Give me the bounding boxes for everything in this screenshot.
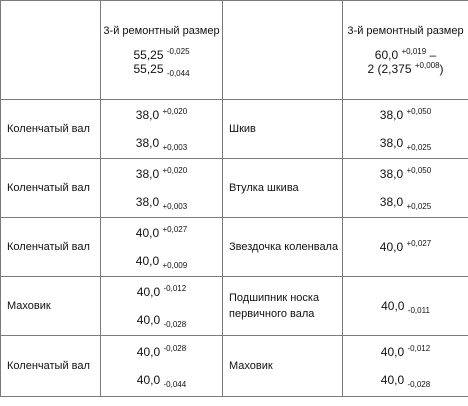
left-tolerance-cell <box>101 159 223 218</box>
right-tolerance-value: 40,0 $^{+0,027}$ <box>379 239 432 254</box>
right-tolerance-value: 40,0 $^{-0,012}$ <box>380 344 431 359</box>
left-tolerance-cell <box>101 336 223 397</box>
header-left-title: 3-й ремонтный размер <box>103 24 220 37</box>
right-part-name: Звездочка коленвала <box>223 218 343 277</box>
left-tolerance-value: 40,0 $_{-0,028}$ <box>136 313 187 329</box>
header-left-value-upper: 55,25 $^{-0,025}$ <box>133 46 190 62</box>
left-part-name: Маховик <box>1 277 101 336</box>
right-tolerance-value: 38,0 $^{+0,050}$ <box>379 107 432 122</box>
left-tolerance-value: 38,0 $^{+0,020}$ <box>135 107 188 122</box>
right-part-name: Втулка шкива <box>223 159 343 218</box>
left-part-name: Коленчатый вал <box>1 336 101 397</box>
header-empty-right <box>223 1 343 100</box>
right-tolerance-cell <box>343 159 468 218</box>
left-tolerance-value: 38,0 $^{+0,020}$ <box>135 166 188 181</box>
table-row <box>1 218 468 277</box>
table-row <box>1 336 468 397</box>
header-row <box>1 1 468 100</box>
left-tolerance-value: 40,0 $^{+0,027}$ <box>135 225 188 240</box>
right-tolerance-cell <box>343 100 468 159</box>
left-tolerance-value: 40,0 $^{-0,012}$ <box>136 284 187 299</box>
left-tolerance-value: 40,0 $_{-0,044}$ <box>136 373 187 389</box>
right-tolerance-cell <box>343 336 468 397</box>
left-tolerance-value: 40,0 $_{+0,009}$ <box>135 254 188 270</box>
table-row <box>1 159 468 218</box>
right-part-name: Подшипник носка первичного вала <box>223 277 343 336</box>
left-tolerance-value: 38,0 $_{+0,003}$ <box>135 195 188 211</box>
right-tolerance-value: 38,0 $^{+0,050}$ <box>379 166 432 181</box>
right-tolerance-value: 40,0 $_{-0,011}$ <box>381 299 430 315</box>
right-tolerance-cell <box>343 218 468 277</box>
header-left-size <box>101 1 223 100</box>
header-right-size <box>343 1 468 100</box>
left-tolerance-cell <box>101 218 223 277</box>
right-tolerance-value: 38,0 $_{+0,025}$ <box>379 195 432 211</box>
right-part-name: Маховик <box>223 336 343 397</box>
left-tolerance-value: 38,0 $_{+0,003}$ <box>135 136 188 152</box>
right-tolerance-cell <box>343 277 468 336</box>
table-row <box>1 100 468 159</box>
left-part-name: Коленчатый вал <box>1 218 101 277</box>
header-left-value-lower: 55,25 $_{-0,044}$ <box>133 61 190 78</box>
table-row <box>1 277 468 336</box>
right-tolerance-value: 38,0 $_{+0,025}$ <box>379 136 432 152</box>
left-part-name: Коленчатый вал <box>1 159 101 218</box>
right-tolerance-value: 40,0 $_{-0,028}$ <box>380 373 431 389</box>
left-tolerance-value: 40,0 $^{-0,028}$ <box>136 344 187 359</box>
header-right-value-line2: 2 (2,375 $^{+0,008}$) <box>367 60 444 76</box>
right-part-name: Шкив <box>223 100 343 159</box>
left-tolerance-cell <box>101 100 223 159</box>
left-tolerance-cell <box>101 277 223 336</box>
header-empty-left <box>1 1 101 100</box>
header-right-value-line1: 60,0 $^{+0,019}$ – <box>374 46 437 62</box>
left-part-name: Коленчатый вал <box>1 100 101 159</box>
header-right-title: 3-й ремонтный размер <box>347 24 464 37</box>
